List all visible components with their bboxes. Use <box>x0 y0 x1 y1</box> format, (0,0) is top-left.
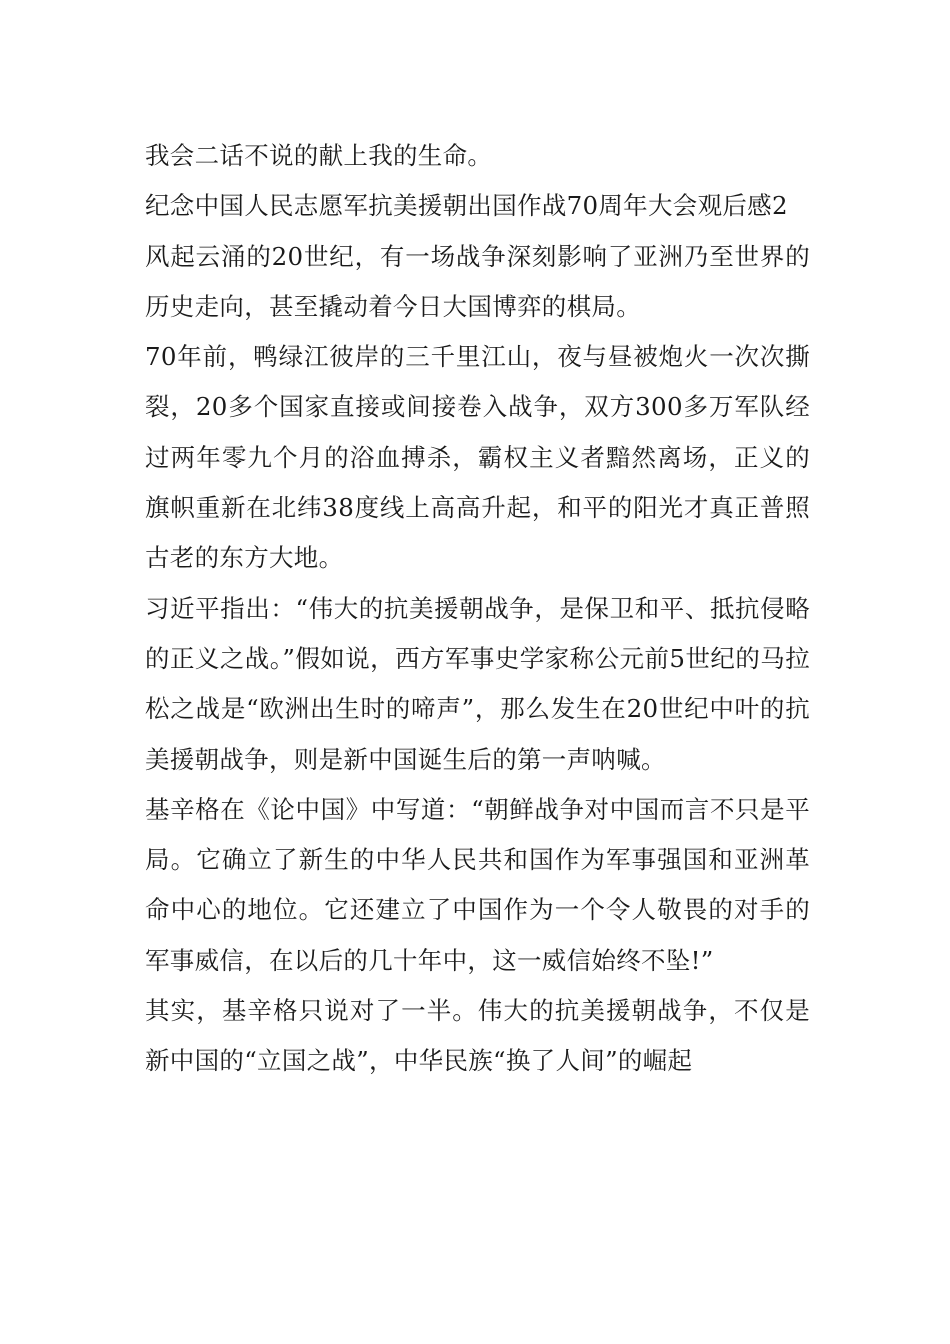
paragraph-70-years-ago: 70年前，鸭绿江彼岸的三千里江山，夜与昼被炮火一次次撕裂，20多个国家直接或间接卷入战争，双方300多万军队经过两年零九个月的浴血搏杀，霸权主义者黯然离场，正义的旗帜重新在北纬38度线上高高升起，和平的阳光才真正普照古老的东方大地。 <box>145 342 810 573</box>
paragraph-life-pledge: 我会二话不说的献上我的生命。 <box>145 141 493 170</box>
document-body <box>145 131 810 1087</box>
paragraph-kissinger-quote: 基辛格在《论中国》中写道：“朝鲜战争对中国而言不只是平局。它确立了新生的中华人民共和国作为军事强国和亚洲革命中心的地位。它还建立了中国作为一个令人敬畏的对手的军事威信，在以后的几十年中，这一威信始终不坠!” <box>145 794 810 975</box>
paragraph-xi-quote: 习近平指出：“伟大的抗美援朝战争，是保卫和平、抵抗侵略的正义之战。”假如说，西方军事史学家称公元前5世纪的马拉松之战是“欧洲出生时的啼声”，那么发生在20世纪中叶的抗美援朝战争，则是新中国诞生后的第一声呐喊。 <box>145 593 810 774</box>
paragraph-kissinger-half-right: 其实，基辛格只说对了一半。伟大的抗美援朝战争，不仅是新中国的“立国之战”，中华民族“换了人间”的崛起 <box>145 996 810 1076</box>
paragraph-20th-century: 风起云涌的20世纪，有一场战争深刻影响了亚洲乃至世界的历史走向，甚至撬动着今日大国博弈的棋局。 <box>145 241 810 321</box>
essay-title: 纪念中国人民志愿军抗美援朝出国作战70周年大会观后感2 <box>145 191 788 221</box>
